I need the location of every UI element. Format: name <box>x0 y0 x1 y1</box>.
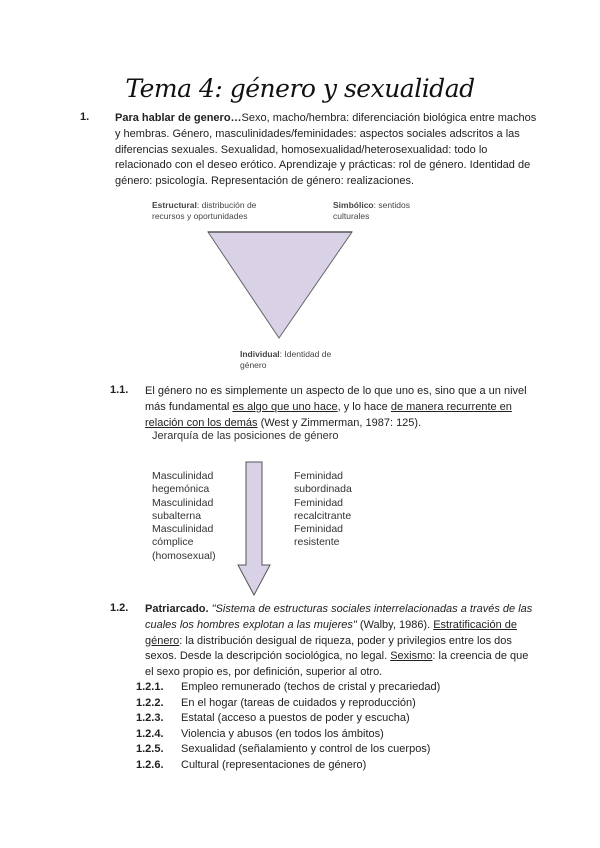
text: , y lo hace <box>337 400 391 413</box>
citation: (Walby, 1986). <box>356 618 434 631</box>
quote: "Sistema de estructuras sociales interrelacionadas a través de las cuales los hombres explotan a las mujeres" <box>145 603 533 631</box>
symbolic-text: : sentidos culturales <box>333 200 411 221</box>
definition: : la creencia de que el sexo propio es, por definición, superior al otro. <box>145 650 529 679</box>
masculinities-list <box>152 470 242 563</box>
subitem-number: 1.2.2. <box>136 696 164 709</box>
femininity-item: Feminidad recalcitrante <box>294 496 352 522</box>
individual-text: : Identidad de género <box>240 349 332 370</box>
underlined-text: es algo que uno hace <box>232 400 338 413</box>
subitem-number: 1.2.5. <box>136 743 164 756</box>
section-heading: Patriarcado. <box>145 603 209 615</box>
section-number: 1. <box>80 111 90 123</box>
hierarchy-title: Jerarquía de las posiciones de género <box>152 430 339 442</box>
list-item <box>136 696 536 712</box>
list-item <box>136 727 536 743</box>
subitem-number: 1.2.1. <box>136 681 164 693</box>
femininity-item: Feminidad subordinada <box>294 470 352 496</box>
underlined-text: de manera recurrente en relación con los demás <box>145 400 512 429</box>
subitem-number: 1.2.3. <box>136 712 164 725</box>
structural-label <box>152 200 277 222</box>
subitem-text: En el hogar (tareas de cuidados y reproducción) <box>181 696 416 709</box>
section-number: 1.2. <box>110 602 129 614</box>
section-1-1-paragraph <box>145 384 540 431</box>
structural-text: : distribución de recursos y oportunidades <box>152 200 257 221</box>
term: Sexismo <box>390 650 433 663</box>
subitem-text: Cultural (representaciones de género) <box>181 758 367 771</box>
list-item <box>136 711 536 727</box>
masculinity-item: Masculinidad cómplice (homosexual) <box>152 523 216 562</box>
section-1-2-paragraph <box>145 602 540 681</box>
symbolic-label <box>333 200 423 222</box>
list-item <box>136 680 536 696</box>
term: Estratificación de género <box>145 618 517 647</box>
subitem-text: Violencia y abusos (en todos los ámbitos) <box>181 727 384 740</box>
section-text: Sexo, macho/hembra: diferenciación biológica entre machos y hembras. Género, masculinidades/feminidades: aspectos sociales adscritos a las diferencias sexuales. Sexualidad, homosexualidad/heterosexualidad: todo lo relacionado con el deseo erótico. Aprendizaje y prácticas: rol de género. Identidad de género: psicología. Representación de género: realizaciones. <box>115 112 537 188</box>
subitems-list <box>136 680 536 774</box>
masculinity-item: Masculinidad subalterna <box>152 496 214 522</box>
subitem-number: 1.2.6. <box>136 758 164 771</box>
structural-term: Estructural <box>152 200 197 210</box>
subitem-number: 1.2.4. <box>136 727 164 740</box>
down-arrow <box>236 461 272 597</box>
page-title: Tema 4: género y sexualidad <box>125 74 475 103</box>
individual-term: Individual <box>240 349 280 359</box>
inverted-triangle <box>200 228 360 343</box>
definition: : la distribución desigual de riqueza, poder y privilegios entre los dos sexos. Desde la descripción sociológica, no legal. <box>145 634 512 663</box>
text: El género no es simplemente un aspecto de lo que uno es, sino que a un nivel más fundamental <box>145 385 527 413</box>
section-1-paragraph <box>115 111 540 190</box>
subitem-text: Sexualidad (señalamiento y control de los cuerpos) <box>181 743 431 756</box>
masculinity-item: Masculinidad hegemónica <box>152 470 214 496</box>
individual-label <box>240 349 350 371</box>
symbolic-term: Simbólico <box>333 200 374 210</box>
section-number: 1.1. <box>110 384 129 396</box>
section-heading: Para hablar de genero… <box>115 112 242 124</box>
citation: (West y Zimmerman, 1987: 125). <box>257 416 422 429</box>
femininity-item: Feminidad resistente <box>294 523 344 549</box>
femininities-list <box>294 470 374 550</box>
list-item <box>136 742 536 758</box>
subitem-text: Estatal (acceso a puestos de poder y escucha) <box>181 712 410 725</box>
list-item <box>136 758 536 774</box>
subitem-text: Empleo remunerado (techos de cristal y precariedad) <box>181 681 441 693</box>
